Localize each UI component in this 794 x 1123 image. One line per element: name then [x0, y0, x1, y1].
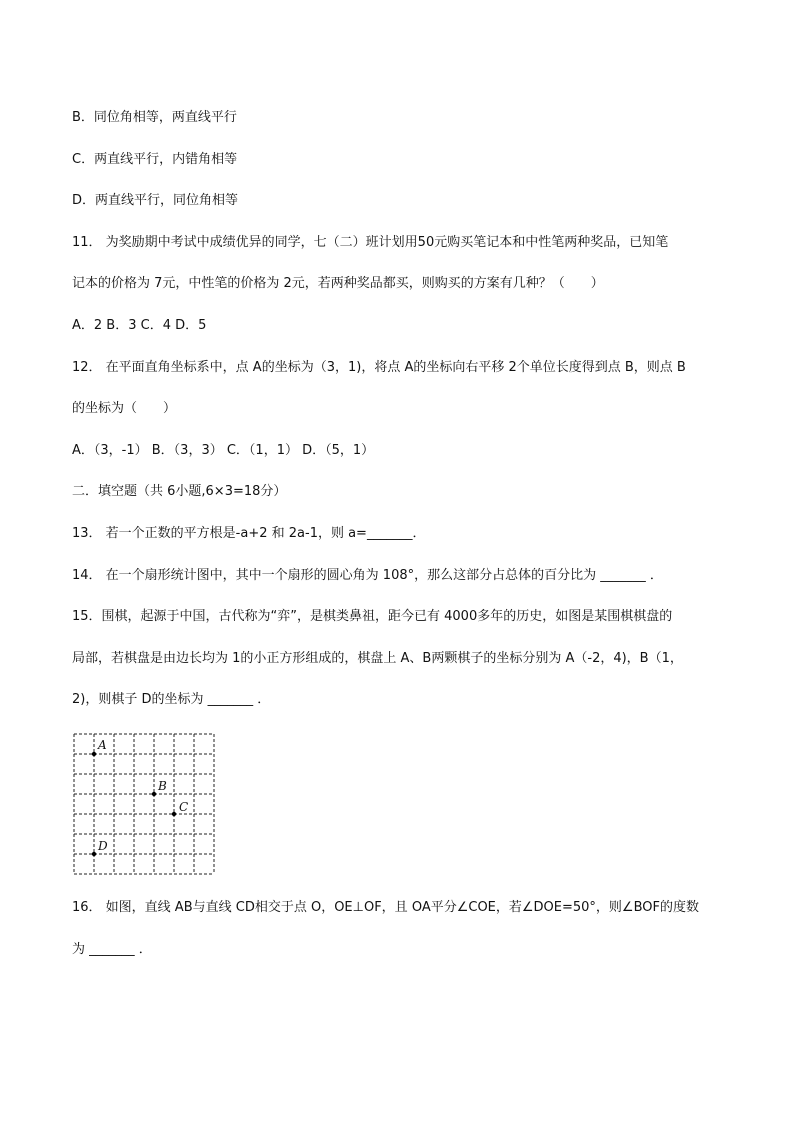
- stone-d: [92, 852, 96, 856]
- q12-text-line2: 的坐标为（ ）: [72, 401, 177, 416]
- q12-options: A．（3，-1） B．（3，3） C．（1，1） D．（5，1）: [72, 443, 375, 458]
- section-heading: 二．填空题（共 6小题,6×3=18分）: [72, 484, 287, 499]
- q11-text-line2: 记本的价格为 7元，中性笔的价格为 2元，若两种奖品都买，则购买的方案有几种？（ ）: [72, 276, 604, 291]
- label-c: C: [179, 800, 189, 814]
- go-board-figure: [73, 733, 219, 877]
- q15-text-line3: 2)，则棋子 D的坐标为 _______ ．: [72, 692, 271, 707]
- stone-c: [172, 812, 176, 816]
- q16-text-line2: 为 _______ ．: [72, 942, 152, 957]
- q16-text-line1: 16． 如图，直线 AB与直线 CD相交于点 O，OE⊥OF，且 OA平分∠COE，若∠DOE=50°，则∠BOF的度数: [72, 900, 699, 915]
- stone-a: [92, 752, 96, 756]
- q14-text: 14． 在一个扇形统计图中，其中一个扇形的圆心角为 108°，那么这部分占总体的百分比为 _______ ．: [72, 568, 663, 583]
- q10-option-c: C．两直线平行，内错角相等: [72, 152, 238, 167]
- q13-text: 13． 若一个正数的平方根是-a+2 和 2a-1，则 a=_______．: [72, 526, 426, 541]
- q10-option-b: B．同位角相等，两直线平行: [72, 110, 237, 125]
- label-d: D: [98, 839, 108, 853]
- q15-text-line2: 局部，若棋盘是由边长均为 1的小正方形组成的，棋盘上 A、B两颗棋子的坐标分别为 A（-2，4)，B（1，: [72, 651, 683, 666]
- q15-text-line1: 15．围棋，起源于中国，古代称为“弈”，是棋类鼻祖，距今已有 4000多年的历史，如图是某围棋棋盘的: [72, 609, 673, 624]
- q11-text-line1: 11． 为奖励期中考试中成绩优异的同学，七（二）班计划用50元购买笔记本和中性笔两种奖品，已知笔: [72, 235, 669, 250]
- stone-b: [152, 792, 156, 796]
- q11-options: A．2 B．3 C．4 D．5: [72, 318, 207, 333]
- go-board-grid: [73, 733, 219, 877]
- q12-text-line1: 12． 在平面直角坐标系中，点 A的坐标为（3，1)，将点 A的坐标向右平移 2个单位长度得到点 B，则点 B: [72, 360, 686, 375]
- q10-option-d: D．两直线平行，同位角相等: [72, 193, 239, 208]
- label-b: B: [158, 779, 167, 793]
- label-a: A: [98, 738, 107, 752]
